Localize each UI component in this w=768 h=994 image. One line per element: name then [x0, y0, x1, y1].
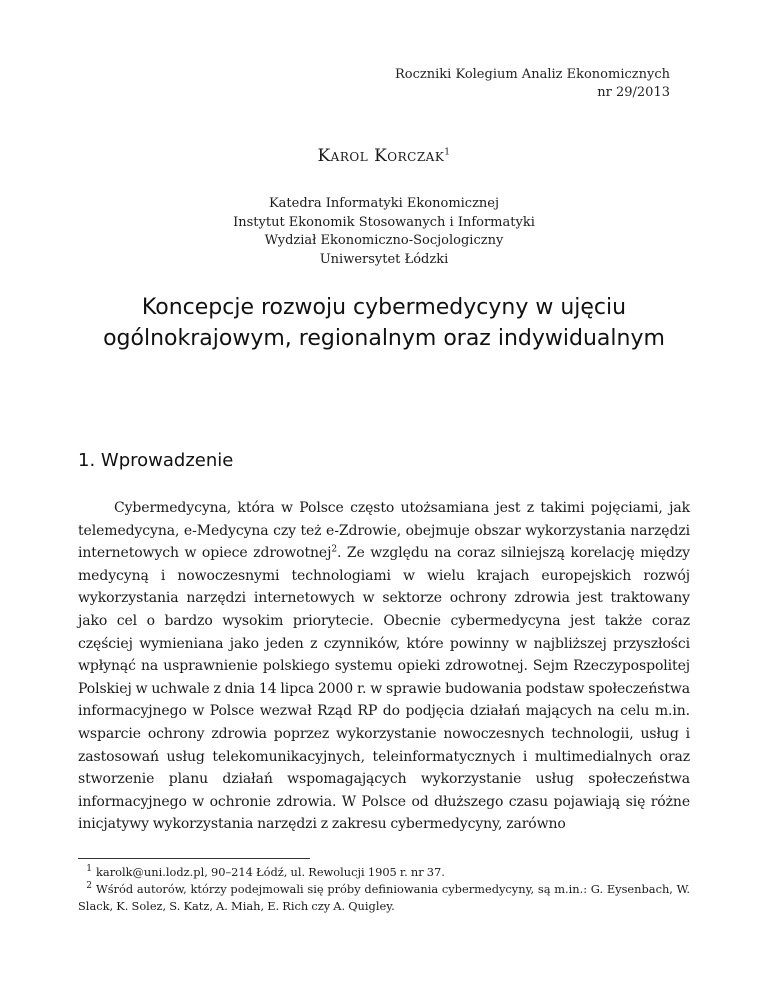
body-text-part-2: . Ze względu na coraz silniejszą korelację między medycyną i nowoczesnymi technologiami w wielu krajach europejskich rozwój wykorzystania narzędzi internetowych w sektorze ochrony zdrowia jest traktowany jako cel o bardzo wysokim priorytecie. Obecnie cybermedycyna jest także coraz częściej wymieniana jako jeden z czynników, które powinny w najbliższej przyszłości wpłynąć na usprawnienie polskiego systemu opieki zdrowotnej. Sejm Rzeczypospolitej Polskiej w uchwale z dnia 14 lipca 2000 r. w sprawie budowania podstaw społeczeństwa informacyjnego w Polsce wezwał Rząd RP do podjęcia działań mających na celu m.in. wsparcie ochrony zdrowia poprzez wykorzystanie nowoczesnych technologii, usług i zastosowań usług telekomunikacyjnych, teleinformatycznych i multimedialnych oraz stworzenie planu działań wspomagających wykorzystanie usług społeczeństwa informacyjnego w ochronie zdrowia. W Polsce od dłuższego czasu pojawiają się różne inicjatywy wykorzystania narzędzi z zakresu cybermedycyny, zarówno [78, 545, 690, 833]
footnote-divider [78, 858, 310, 859]
footnote-1: 1 karolk@uni.lodz.pl, 90–214 Łódź, ul. Rewolucji 1905 r. nr 37. [86, 864, 445, 879]
author-name: Karol Korczak [317, 146, 445, 166]
footnote-2-text: Wśród autorów, którzy podejmowali się próby definiowania cybermedycyny, są m.in.: G. Eysenbach, W. Slack, K. Solez, S. Katz, A. Miah, E. Rich czy A. Quigley. [78, 882, 690, 913]
author-name-block [0, 146, 768, 166]
body-paragraph [78, 497, 690, 836]
affiliation-department: Katedra Informatyki Ekonomicznej [268, 196, 500, 211]
author-affiliation [0, 195, 768, 269]
affiliation-faculty: Wydział Ekonomiczno-Socjologiczny [264, 233, 504, 248]
footnote-1-text: karolk@uni.lodz.pl, 90–214 Łódź, ul. Rewolucji 1905 r. nr 37. [96, 865, 445, 879]
paper-title [0, 292, 768, 354]
body-footnote-mark: 2 [331, 544, 337, 555]
body-text-part-1: Cybermedycyna, która w Polsce często utożsamiana jest z takimi pojęciami, jak telemedycyna, e-Medycyna czy też e-Zdrowie, obejmuje obszar wykorzystania narzędzi internetowych w opiece zdrowotnej [78, 500, 690, 562]
author-footnote-mark: 1 [444, 147, 451, 158]
journal-name: Roczniki Kolegium Analiz Ekonomicznych [395, 67, 670, 82]
footnotes [78, 864, 690, 915]
section-heading: 1. Wprowadzenie [78, 450, 234, 471]
affiliation-university: Uniwersytet Łódzki [319, 251, 449, 267]
journal-issue: nr 29/2013 [597, 85, 670, 100]
journal-header [395, 66, 670, 102]
paper-title-line-1: Koncepcje rozwoju cybermedycyny w ujęciu [141, 295, 627, 320]
affiliation-institute: Instytut Ekonomik Stosowanych i Informatyki [233, 214, 535, 230]
paper-title-line-2: ogólnokrajowym, regionalnym oraz indywidualnym [103, 326, 665, 351]
footnote-2: 2 Wśród autorów, którzy podejmowali się próby definiowania cybermedycyny, są m.in.: G. Eysenbach, W. Slack, K. Solez, S. Katz, A. Miah, E. Rich czy A. Quigley. [78, 881, 690, 913]
